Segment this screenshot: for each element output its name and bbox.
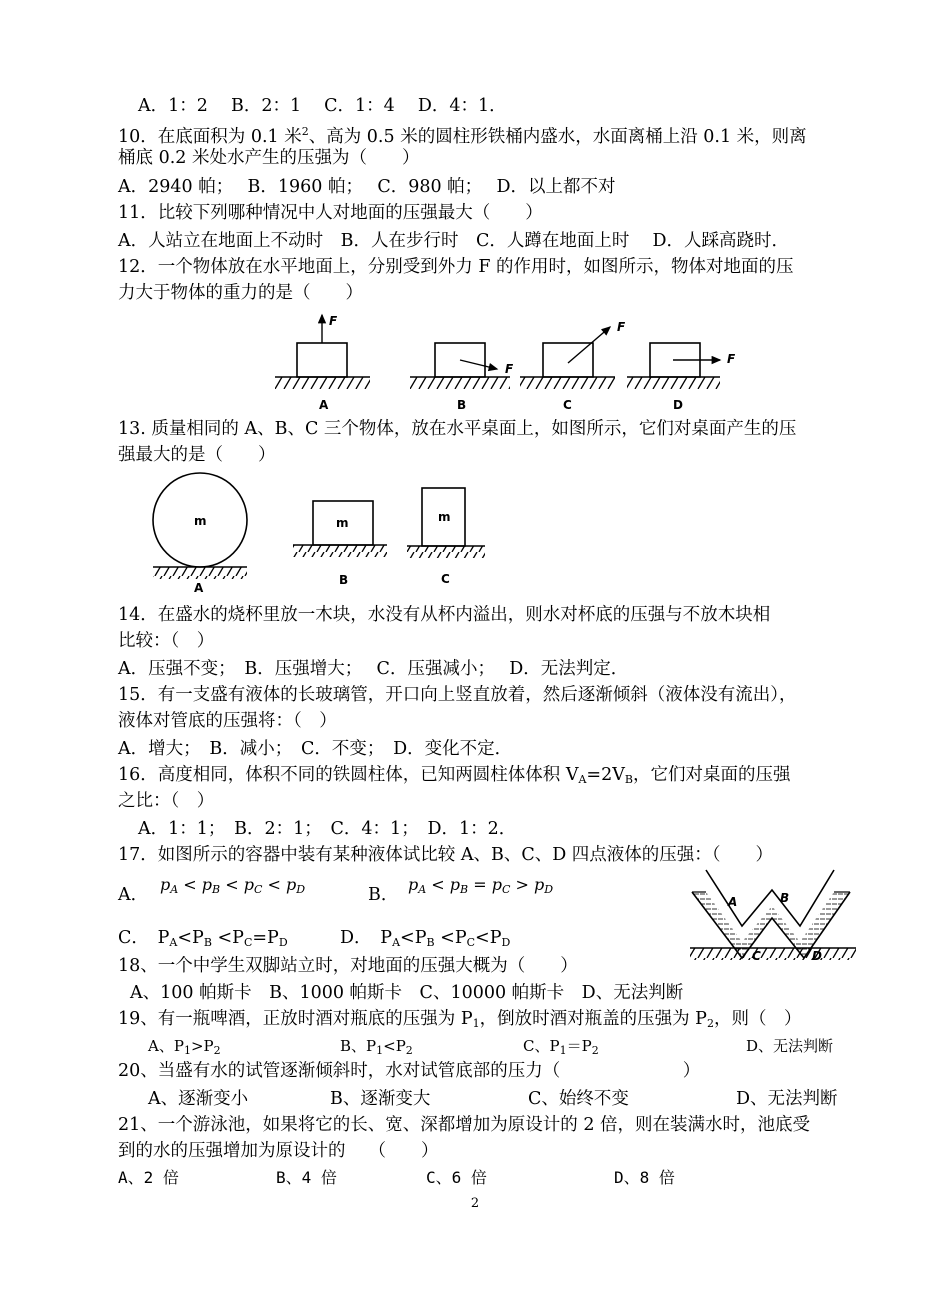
q17-stem: 17．如图所示的容器中装有某种液体试比较 A、B、C、D 四点液体的压强：（ ） <box>118 845 774 865</box>
q21-option-a: A、2 倍 <box>118 1168 179 1187</box>
q20-option-d: D、无法判断 <box>736 1089 838 1109</box>
q12-label-c: C <box>563 398 572 412</box>
q17-fig-label-d: D <box>812 949 822 963</box>
q14-stem-line1: 14．在盛水的烧杯里放一木块，水没有从杯内溢出，则水对杯底的压强与不放木块相 <box>118 605 771 625</box>
q17-option-c: C． $P_A<P_B <P_C=P_D$ <box>118 928 288 949</box>
q12-fig-a <box>275 314 370 412</box>
q11-stem: 11．比较下列哪种情况中人对地面的压强最大（ ） <box>118 203 543 223</box>
q19-option-c: C、$P_1=P_2$ <box>523 1037 599 1057</box>
q13-mass-label-b: m <box>336 516 349 530</box>
q12-stem-line1: 12．一个物体放在水平地面上，分别受到外力 F 的作用时，如图所示，物体对地面的压 <box>118 257 794 277</box>
q12-force-label-b: F <box>505 362 514 376</box>
q21-option-b: B、4 倍 <box>276 1168 337 1187</box>
q15-stem-line2: 液体对管底的压强将：（ ） <box>118 711 337 731</box>
q19-stem: 19、有一瓶啤酒，正放时酒对瓶底的压强为 $P_1$，倒放时酒对瓶盖的压强为 $P_2$，则（ ） <box>118 1009 802 1030</box>
q12-force-label-c: F <box>617 320 626 334</box>
q13-stem-line2: 强最大的是（ ） <box>118 445 276 465</box>
q17-container-figure <box>688 862 858 966</box>
q16-stem-line2: 之比：（ ） <box>118 791 215 811</box>
q21-stem-line2: 到的水的压强增加为原设计的 （ ） <box>118 1141 439 1161</box>
q12-fig-c <box>520 320 626 412</box>
q12-fig-d <box>627 343 736 412</box>
q13-mass-label-a: m <box>194 514 207 528</box>
q17-fig-label-c: C <box>752 949 761 963</box>
q15-options: A．增大； B．减小； C．不变； D．变化不定． <box>118 739 513 759</box>
q21-option-d: D、8 倍 <box>614 1168 675 1187</box>
q13-stem-line1: 13. 质量相同的 A、B、C 三个物体，放在水平桌面上，如图所示，它们对桌面产生的压 <box>118 419 797 439</box>
q13-fig-a <box>153 473 247 595</box>
q20-option-c: C、始终不变 <box>528 1089 629 1109</box>
q21-stem-line1: 21、一个游泳池，如果将它的长、宽、深都增加为原设计的 2 倍，则在装满水时，池底受 <box>118 1115 811 1135</box>
q13-label-a: A <box>194 581 204 595</box>
q17-option-b-formula: $p_A < p_B = p_C > p_D$ <box>408 875 554 896</box>
q10-stem-line1: 10．在底面积为 0.1 米$^2$、高为 0.5 米的圆柱形铁桶内盛水，水面离桶上沿 0.1 米，则离 <box>118 125 807 147</box>
q10-options: A．2940 帕； B．1960 帕； C．980 帕； D．以上都不对 <box>118 177 616 197</box>
q15-stem-line1: 15．有一支盛有液体的长玻璃管，开口向上竖直放着，然后逐渐倾斜（液体没有流出）， <box>118 685 797 705</box>
q12-stem-line2: 力大于物体的重力的是（ ） <box>118 283 363 303</box>
q20-option-a: A、逐渐变小 <box>148 1089 249 1109</box>
q12-label-b: B <box>457 398 467 412</box>
q18-options: A、100 帕斯卡 B、1000 帕斯卡 C、10000 帕斯卡 D、无法判断 <box>130 983 684 1003</box>
q16-options: A．1：1； B．2：1； C．4：1； D．1：2． <box>138 819 517 839</box>
q13-label-c: C <box>441 572 450 586</box>
q18-stem: 18、一个中学生双脚站立时，对地面的压强大概为（ ） <box>118 956 578 976</box>
q14-options: A．压强不变； B．压强增大； C．压强减小； D．无法判定． <box>118 659 629 679</box>
q17-option-a-label: A． <box>118 885 149 905</box>
page-number: 2 <box>470 1196 480 1211</box>
q19-option-d: D、无法判断 <box>746 1037 834 1055</box>
q19-option-b: B、$P_1<P_2$ <box>340 1037 413 1057</box>
q13-mass-label-c: m <box>438 510 451 524</box>
q16-stem-line1: 16．高度相同，体积不同的铁圆柱体，已知两圆柱体体积 $V_A=2V_B$，它们对桌面的压强 <box>118 765 791 786</box>
q21-option-c: C、6 倍 <box>426 1168 487 1187</box>
q12-label-a: A <box>319 398 329 412</box>
q12-force-label-a: F <box>329 314 338 328</box>
q17-fig-label-a: A <box>728 895 738 909</box>
q14-stem-line2: 比较：（ ） <box>118 631 215 651</box>
q12-force-label-d: F <box>727 352 736 366</box>
q10-stem-line2: 桶底 0.2 米处水产生的压强为（ ） <box>118 148 420 168</box>
q13-label-b: B <box>339 573 349 587</box>
q17-option-a-formula: $p_A < p_B < p_C < p_D$ <box>160 875 306 896</box>
q17-option-d: D． $P_A<P_B <P_C<P_D$ <box>340 928 511 949</box>
q20-stem: 20、当盛有水的试管逐渐倾斜时，水对试管底部的压力（ ） <box>118 1061 701 1081</box>
q13-fig-b <box>293 501 387 587</box>
q13-fig-c <box>407 488 485 586</box>
q17-option-b-label: B． <box>368 885 399 905</box>
q19-option-a: A、$P_1>P_2$ <box>148 1037 221 1057</box>
q12-fig-b <box>410 343 514 412</box>
q12-label-d: D <box>673 398 683 412</box>
q20-option-b: B、逐渐变大 <box>330 1089 431 1109</box>
q12-force-figure <box>265 305 755 415</box>
q9-options: A．1：2 B．2：1 C．1：4 D．4：1． <box>138 96 507 116</box>
q11-options: A．人站立在地面上不动时 B．人在步行时 C．人蹲在地面上时 D．人踩高跷时． <box>118 231 789 251</box>
q13-mass-figure <box>145 468 490 596</box>
q17-fig-label-b: B <box>780 891 790 905</box>
